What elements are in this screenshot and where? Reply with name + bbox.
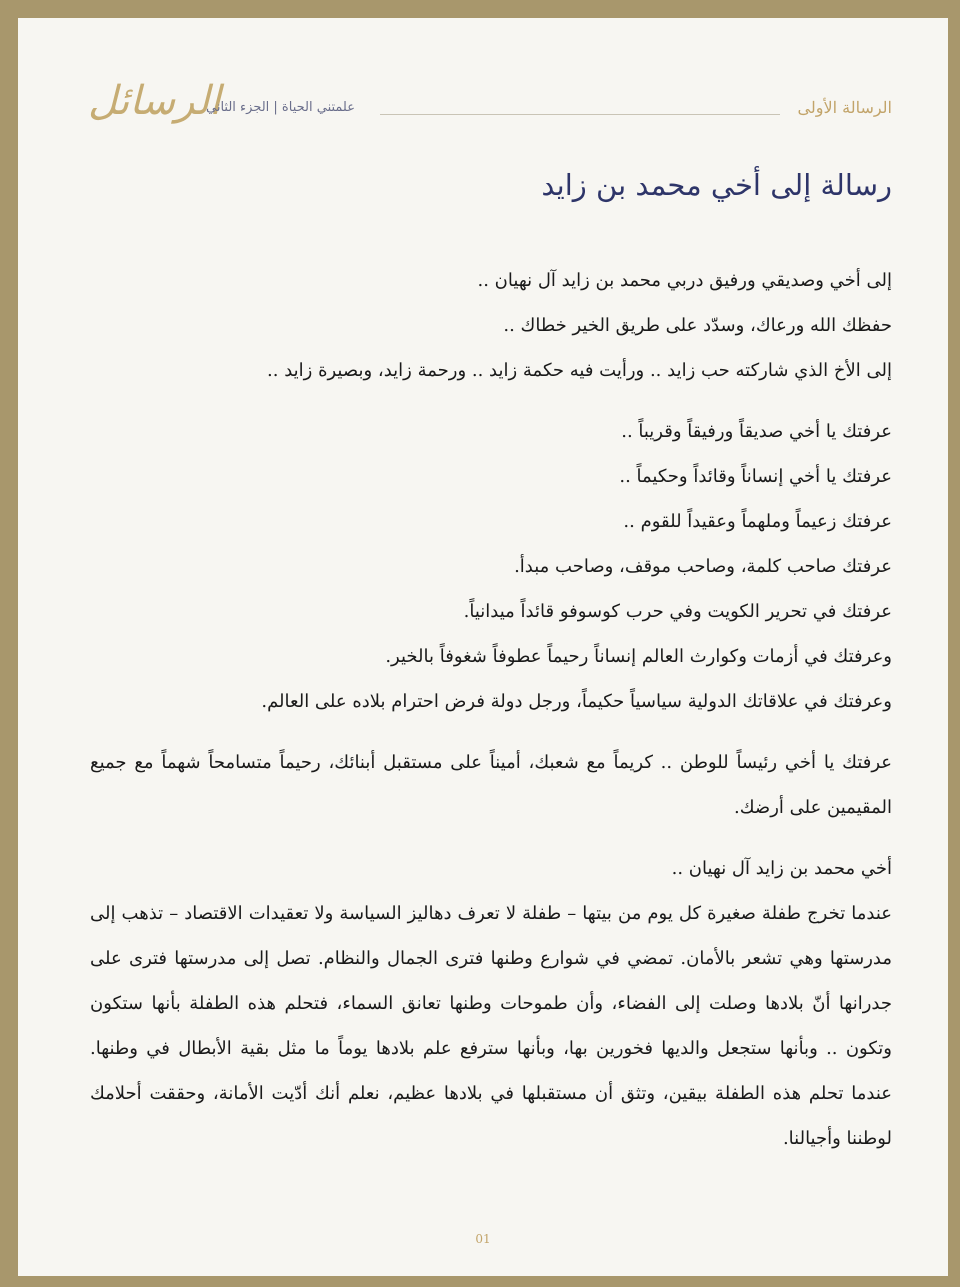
text-line: عرفتك صاحب كلمة، وصاحب موقف، وصاحب مبدأ. [514,556,892,577]
letter-title: رسالة إلى أخي محمد بن زايد [541,168,892,202]
text-line: عرفتك في تحرير الكويت وفي حرب كوسوفو قائداً ميدانياً. [463,601,892,622]
paragraph-little-girl [90,846,892,1161]
document-page [18,18,948,1276]
text-line: عرفتك زعيماً وملهماً وعقيداً للقوم .. [623,511,892,532]
text-line: إلى أخي وصديقي ورفيق دربي محمد بن زايد آل نهيان .. [477,270,892,291]
letter-body [90,258,892,1177]
page-header [18,78,948,138]
header-divider [380,114,780,115]
paragraph-knew-you [90,409,892,724]
text-block: عندما تخرج طفلة صغيرة كل يوم من بيتها – طفلة لا تعرف دهاليز السياسة ولا تعقيدات الاقتصاد – تذهب إلى مدرستها وهي تشعر بالأمان. تمضي في شوارع وطنها فترى الجمال والنظام. تصل إلى مدرستها فترى على جدرانها أنّ بلادها وصلت إلى الفضاء، وأن طموحات وطنها تعانق السماء، فتحلم هذه الطفلة بأنها ستكون وتكون .. وبأنها ستجعل والديها فخورين بها، وبأنها سترفع علم بلادها يوماً ما مثل بقية الأبطال في وطنها. عندما تحلم هذه الطفلة بيقين، وتثق أن مستقبلها في بلادها عظيم، نعلم أنك أدّيت الأمانة، وحققت أحلامك لوطننا وأجيالنا. [90,903,892,1149]
page-number: 01 [475,1232,491,1246]
paragraph-dedication [90,258,892,393]
text-line: عرفتك يا أخي إنساناً وقائداً وحكيماً .. [619,466,892,487]
text-line: عرفتك يا أخي صديقاً ورفيقاً وقريباً .. [621,421,892,442]
text-line: حفظك الله ورعاك، وسدّد على طريق الخير خطاك .. [503,315,892,336]
paragraph-president [90,740,892,830]
text-block: عرفتك يا أخي رئيساً للوطن .. كريماً مع شعبك، أميناً على مستقبل أبنائك، رحيماً متسامحاً شهماً مع جميع المقيمين على أرضك. [90,752,892,818]
series-logo: الرسائل [88,78,221,124]
book-title: علمتني الحياة | الجزء الثاني [206,100,355,115]
text-line: إلى الأخ الذي شاركته حب زايد .. ورأيت فيه حكمة زايد .. ورحمة زايد، وبصيرة زايد .. [267,360,892,381]
text-line: أخي محمد بن زايد آل نهيان .. [671,858,892,879]
text-line: وعرفتك في أزمات وكوارث العالم إنساناً رحيماً عطوفاً شغوفاً بالخير. [385,646,892,667]
text-line: وعرفتك في علاقاتك الدولية سياسياً حكيماً، ورجل دولة فرض احترام بلاده على العالم. [261,691,892,712]
letter-number: الرسالة الأولى [797,98,892,117]
